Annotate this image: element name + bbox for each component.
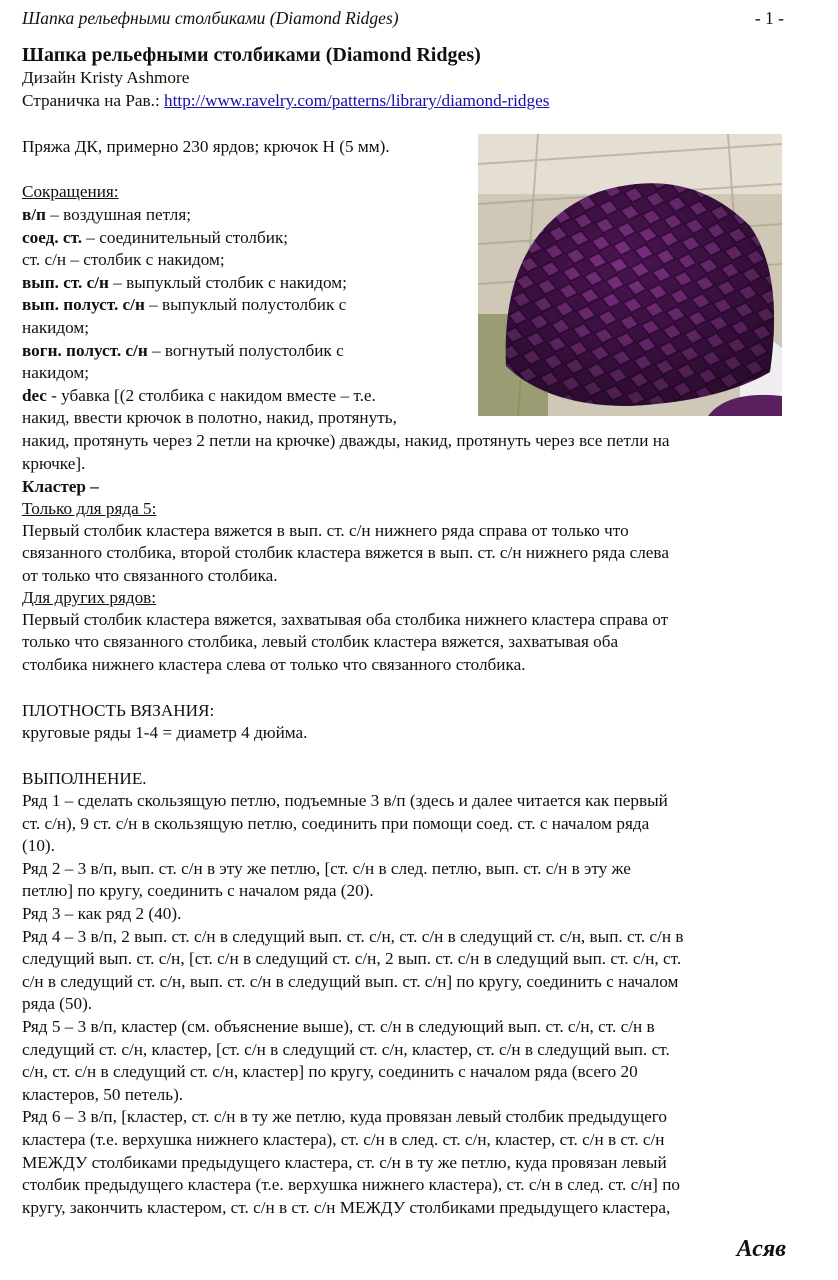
instruction-line: с/н, ст. с/н в следущий ст. с/н, кластер] по кругу, соединить с началом ряда (всего 20 [22, 1062, 638, 1082]
instruction-line: Ряд 6 – 3 в/п, [кластер, ст. с/н в ту же петлю, куда провязан левый столбик предыдущего [22, 1107, 667, 1127]
abbreviation-term: соед. ст. [22, 227, 82, 247]
gauge-text: круговые ряды 1-4 = диаметр 4 дюйма. [22, 723, 308, 742]
abbreviation-item [22, 205, 191, 225]
instruction-line: Ряд 4 – 3 в/п, 2 вып. ст. с/н в следущий вып. ст. с/н, ст. с/н в следущий ст. с/н, вып. ст. с/н в [22, 926, 684, 946]
cluster-row5-line: Первый столбик кластера вяжется в вып. ст. с/н нижнего ряда справа от только что [22, 521, 629, 540]
abbreviation-definition: накидом; [22, 318, 90, 337]
instruction-line: ряда (50). [22, 994, 93, 1014]
instruction-line: кластера (т.е. верхушка нижнего кластера), ст. с/н в след. ст. с/н, кластер, ст. с/н в ст. с/н [22, 1130, 665, 1149]
signature: Асяв [736, 1236, 786, 1262]
yarn-line: Пряжа ДК, примерно 230 ярдов; крючок H (5 мм). [22, 137, 390, 156]
abbreviation-term: dec [22, 385, 47, 405]
cluster-heading: Кластер – [22, 477, 99, 496]
instruction-line: Ряд 1 – сделать скользящую петлю, подъемные 3 в/п (здесь и далее читается как первый [22, 791, 668, 810]
abbreviation-definition: – соединительный столбик; [82, 227, 289, 247]
abbreviation-definition: – выпуклый столбик с накидом; [108, 272, 347, 292]
ravelry-label: Страничка на Рав.: [22, 91, 165, 110]
instruction-line: ст. с/н), 9 ст. с/н в скользящую петлю, соединить при помощи соед. ст. с началом ряда [22, 813, 650, 833]
cluster-other-line: только что связанного столбика, левый столбик кластера вяжется, захватывая оба [22, 632, 619, 652]
abbreviation-term: вып. ст. с/н [22, 272, 109, 292]
work-heading: ВЫПОЛНЕНИЕ. [22, 769, 147, 788]
abbreviation-item [22, 431, 670, 451]
abbreviation-term: вып. полуст. с/н [22, 295, 145, 315]
running-title: Шапка рельефными столбиками (Diamond Ridges) [22, 8, 399, 28]
abbreviation-definition: накидом; [22, 363, 90, 383]
hat-photo-image [478, 134, 782, 416]
instruction-line: следущий вып. ст. с/н, [ст. с/н в следущий ст. с/н, 2 вып. ст. с/н в следущий вып. ст. с/н, ст. [22, 949, 682, 969]
cluster-other-line: столбика нижнего кластера слева от только что связанного столбика. [22, 654, 526, 674]
designer-line: Дизайн Kristy Ashmore [22, 68, 190, 87]
hat-photo [478, 134, 782, 416]
abbreviation-term: вогн. полуст. с/н [22, 340, 148, 360]
instruction-line: Ряд 3 – как ряд 2 (40). [22, 904, 182, 923]
instruction-line: петлю] по кругу, соединить с началом ряда (20). [22, 881, 374, 901]
abbreviation-item [22, 250, 225, 270]
instruction-line: столбик предыдущего кластера (т.е. верхушка нижнего кластера), ст. с/н в след. ст. с/н] по [22, 1175, 680, 1195]
document-title: Шапка рельефными столбиками (Diamond Ridges) [22, 44, 481, 66]
abbreviation-item [22, 386, 376, 406]
abbreviation-item [22, 363, 89, 383]
abbreviation-item [22, 295, 346, 315]
abbreviation-item [22, 408, 397, 428]
abbreviation-item [22, 273, 347, 293]
ravelry-link[interactable]: http://www.ravelry.com/patterns/library/diamond-ridges [164, 91, 550, 110]
abbreviation-item [22, 341, 344, 361]
abbreviations-heading: Сокращения: [22, 182, 119, 201]
instruction-line: Ряд 2 – 3 в/п, вып. ст. с/н в эту же петлю, [ст. с/н в след. петлю, вып. ст. с/н в эту же [22, 858, 631, 878]
cluster-other-heading: Для других рядов: [22, 588, 157, 607]
running-header [22, 8, 792, 29]
abbreviation-definition: крючке]. [22, 453, 86, 473]
abbreviation-definition: – вогнутый полустолбик с [147, 340, 344, 360]
abbreviation-definition: ст. с/н – столбик с накидом; [22, 250, 225, 270]
abbreviation-definition: - убавка [(2 столбика с накидом вместе – т.е. [46, 385, 376, 405]
instruction-line: (10). [22, 836, 55, 856]
instruction-line: Ряд 5 – 3 в/п, кластер (см. объяснение выше), ст. с/н в следующий вып. ст. с/н, ст. с/н в [22, 1017, 655, 1036]
abbreviation-item [22, 318, 89, 338]
abbreviation-item [22, 454, 85, 474]
page-number: - 1 - [754, 8, 784, 28]
cluster-row5-line: связанного столбика, второй столбик кластера вяжется в вып. ст. с/н нижнего ряда слева [22, 543, 669, 563]
abbreviation-definition: накид, протянуть через 2 петли на крючке) дважды, накид, протянуть через все петли на [22, 431, 670, 450]
ravelry-line [22, 91, 549, 111]
instruction-line: МЕЖДУ столбиками предыдущего кластера, ст. с/н в ту же петлю, куда провязан левый [22, 1152, 667, 1172]
abbreviation-definition: – выпуклый полустолбик с [144, 295, 347, 315]
cluster-row5-line: от только что связанного столбика. [22, 565, 278, 585]
gauge-heading: ПЛОТНОСТЬ ВЯЗАНИЯ: [22, 701, 215, 720]
abbreviation-item [22, 228, 288, 248]
instruction-line: кругу, закончить кластером, ст. с/н в ст. с/н МЕЖДУ столбиками предыдущего кластера, [22, 1197, 671, 1217]
abbreviation-definition: – воздушная петля; [45, 205, 191, 224]
instruction-line: кластеров, 50 петель). [22, 1084, 184, 1104]
cluster-row5-heading: Только для ряда 5: [22, 499, 157, 518]
instruction-line: следущий ст. с/н, кластер, [ст. с/н в следущий ст. с/н, кластер, ст. с/н в следущий вып. ст. [22, 1039, 670, 1059]
instruction-line: с/н в следущий ст. с/н, вып. ст. с/н в следущий вып. ст. с/н] по кругу, соединить с началом [22, 971, 679, 991]
cluster-other-line: Первый столбик кластера вяжется, захватывая оба столбика нижнего кластера справа от [22, 610, 669, 629]
abbreviation-definition: накид, ввести крючок в полотно, накид, протянуть, [22, 408, 397, 428]
abbreviation-term: в/п [22, 205, 46, 224]
